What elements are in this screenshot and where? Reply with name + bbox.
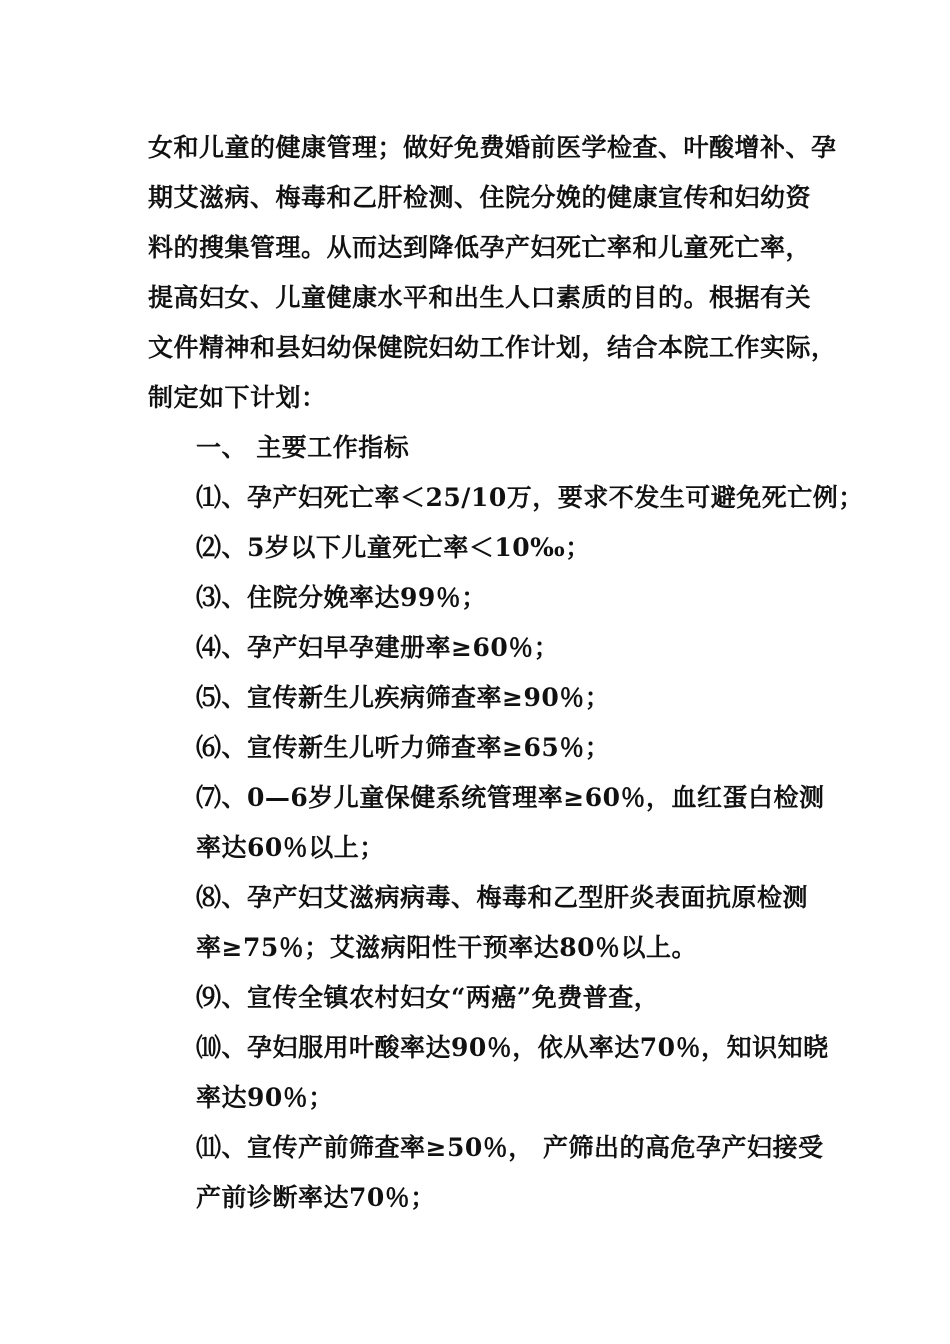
intro-line: 制定如下计划： (148, 383, 327, 412)
intro-line: 女和儿童的健康管理；做好免费婚前医学检查、叶酸增补、孕 (148, 133, 837, 162)
intro-line: 期艾滋病、梅毒和乙肝检测、住院分娩的健康宣传和妇幼资 (148, 183, 812, 212)
indicator-item-continued: 率达90％； (196, 1083, 334, 1112)
indicator-item: ⑼、宣传全镇农村妇女“两癌”免费普查， (196, 983, 660, 1012)
indicator-item: ⑴、孕产妇死亡率＜25/10万，要求不发生可避免死亡例； (196, 483, 864, 512)
indicator-item: ⑻、孕产妇艾滋病病毒、梅毒和乙型肝炎表面抗原检测 (196, 883, 809, 912)
indicator-item: ⑺、0—6岁儿童保健系统管理率≥60％，血红蛋白检测 (196, 783, 825, 812)
intro-line: 提高妇女、儿童健康水平和出生人口素质的目的。根据有关 (148, 283, 812, 312)
indicator-item-continued: 产前诊断率达70％； (196, 1183, 436, 1212)
indicator-item: ⑷、孕产妇早孕建册率≥60％； (196, 633, 560, 662)
indicator-item: ⑽、孕妇服用叶酸率达90％，依从率达70％，知识知晓 (196, 1033, 829, 1062)
indicator-item-continued: 率≥75％；艾滋病阳性干预率达80％以上。 (196, 933, 698, 962)
indicator-item: ⑸、宣传新生儿疾病筛查率≥90％； (196, 683, 611, 712)
indicator-item: ⑾、宣传产前筛查率≥50％， 产筛出的高危孕产妇接受 (196, 1133, 824, 1162)
indicator-item: ⑹、宣传新生儿听力筛查率≥65％； (196, 733, 611, 762)
section-heading: 一、 主要工作指标 (196, 433, 410, 462)
intro-line: 料的搜集管理。从而达到降低孕产妇死亡率和儿童死亡率， (148, 233, 812, 262)
indicator-item: ⑶、住院分娩率达99％； (196, 583, 487, 612)
intro-line: 文件精神和县妇幼保健院妇幼工作计划，结合本院工作实际， (148, 333, 837, 362)
indicator-item-continued: 率达60％以上； (196, 833, 385, 862)
indicator-item: ⑵、5岁以下儿童死亡率＜10‰； (196, 533, 591, 562)
